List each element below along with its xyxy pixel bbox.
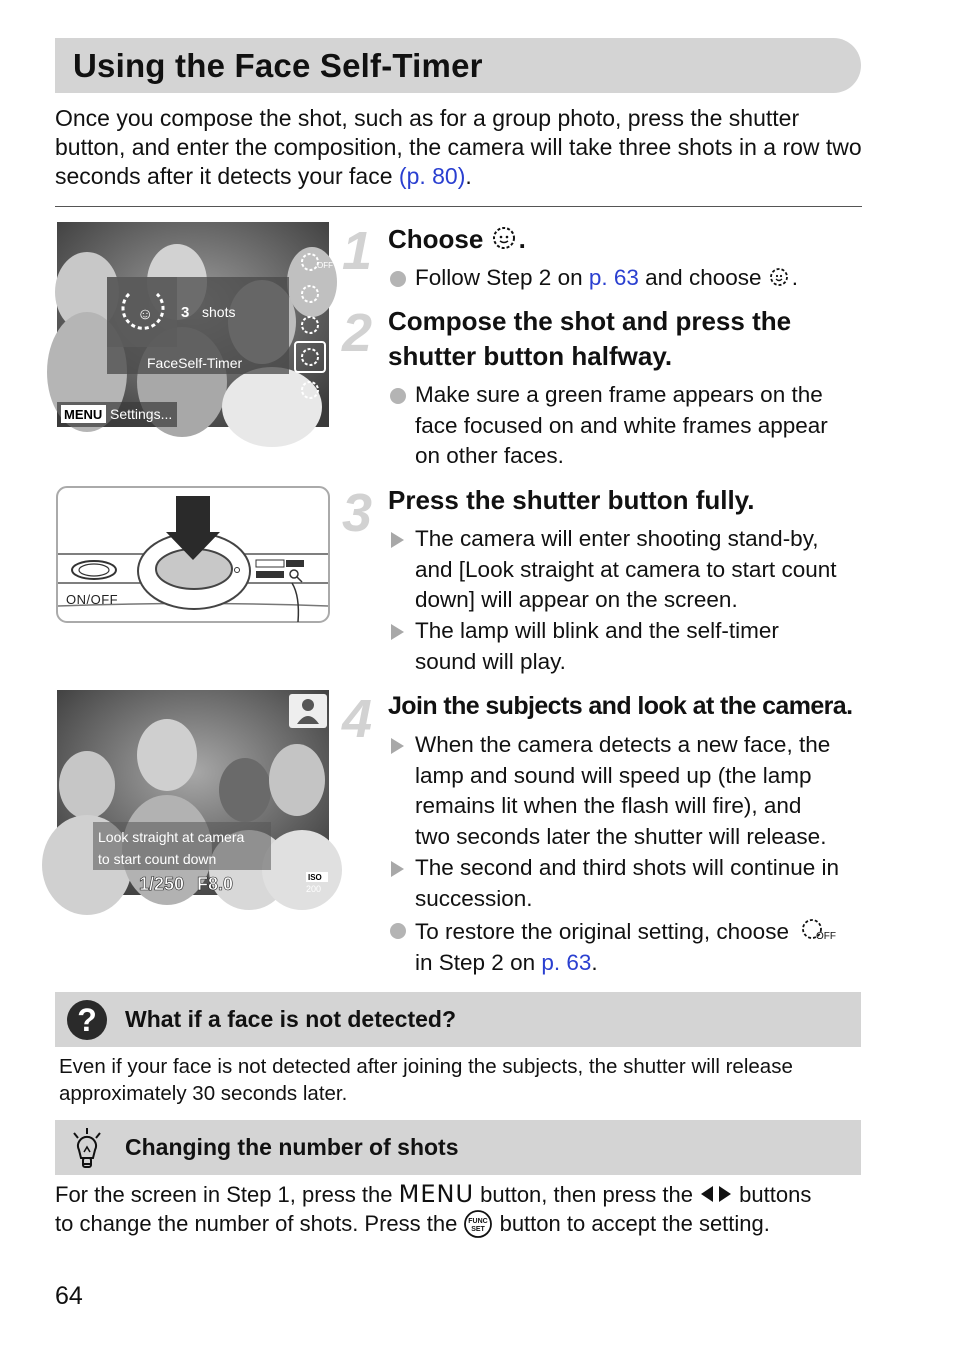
svg-text:☺: ☺ [137,306,154,323]
timer-off-icon [801,915,837,942]
faq-header [55,992,861,1047]
step-4-bullet-1: When the camera detects a new face, the lamp and sound will speed up (the lamp remains lit when the flash will fire), and two seconds later the shutter will release. [388,730,861,852]
onoff-label: ON/OFF [66,592,119,607]
shutter-speed: 1/250 [139,874,185,894]
intro-paragraph: Once you compose the shot, such as for a group photo, press the shutter button, and enter the composition, the camera will take three shots in a row two seconds after it detects your face (p. 80). [55,105,862,189]
step-4-number: 4 [342,689,373,749]
faq-text: Even if your face is not detected after joining the subjects, the shutter will release approximately 30 seconds later. [59,1055,793,1105]
step-3-bullet-1: The camera will enter shooting stand-by, and [Look straight at camera to start count down] will appear on the screen. [388,524,861,616]
svg-text:OFF: OFF [816,931,837,942]
bullet-arrow-icon [391,738,404,754]
step-1-number: 1 [342,221,373,281]
step-4-link[interactable]: p. 63 [541,949,592,975]
bullet-arrow-icon [391,624,404,640]
bullet-arrow-icon [391,861,404,877]
shutter-button-illustration [56,486,330,623]
bullet-circle-icon [390,388,406,404]
bullet-circle-icon [390,271,406,287]
countdown-message-line2: to start count down [98,851,217,867]
svg-text:FUNC: FUNC [468,1218,489,1225]
camera-screen-menu [57,222,333,427]
step-1-title: Choose . [388,224,526,254]
face-timer-icon [491,224,519,250]
menu-button-label: MENU [398,1180,475,1208]
step-2-number: 2 [342,303,373,363]
intro-link[interactable]: (p. 80) [398,163,466,189]
step-2-bullet: Make sure a green frame appears on the face focused on and white frames appear on other faces. [388,380,861,472]
page-number: 64 [55,1282,83,1310]
step-2-title: Compose the shot and press the shutter button halfway. [388,306,792,371]
func-set-button-icon [463,1209,493,1239]
menu-label: MENU [64,407,103,422]
tip-header [55,1120,861,1175]
face-timer-icon [768,265,792,287]
tip-text: For the screen in Step 1, press the MENU button, then press the buttons to change the number of shots. Press the FUNC SET button to accept the setting. [55,1180,865,1239]
svg-text:?: ? [77,1002,97,1038]
shots-count: 3 [181,304,190,321]
iso-label: ISO [308,873,322,882]
step-3-bullet-2: The lamp will blink and the self-timer sound will play. [388,616,861,677]
timer-off-label: OFF [317,261,333,270]
page-title: Using the Face Self-Timer [73,47,483,84]
bullet-circle-icon [390,923,406,939]
iso-value: 200 [306,884,322,894]
aperture-value: F8.0 [197,874,234,894]
bullet-arrow-icon [391,532,404,548]
step-3-title: Press the shutter button fully. [388,485,755,515]
settings-label: Settings... [110,406,173,422]
step-4-title: Join the subjects and look at the camera. [388,692,853,720]
svg-text:SET: SET [471,1226,486,1233]
step-3-number: 3 [342,483,373,543]
step-4-bullet-2: The second and third shots will continue in succession. [388,853,861,914]
faq-label: What if a face is not detected? [125,1006,456,1032]
countdown-message-line1: Look straight at camera [98,829,245,845]
tip-label: Changing the number of shots [125,1134,459,1160]
title-bar [55,38,861,93]
step-1-bullet: Follow Step 2 on p. 63 and choose . [388,263,861,294]
mode-label: FaceSelf-Timer [147,355,243,371]
lightbulb-icon [69,1126,105,1170]
divider [55,206,862,207]
left-right-arrows-icon [699,1184,733,1204]
camera-screen-countdown [57,690,329,895]
question-icon [66,999,108,1041]
shots-label: shots [202,304,236,320]
step-1-link[interactable]: p. 63 [588,265,639,290]
step-4-bullet-3: To restore the original setting, choose OFF in Step 2 on p. 63. [388,915,861,978]
intro-text: Once you compose the shot, such as for a group photo, press the shutter button, and enter the composition, the camera will take three shots in a row two seconds after it detects your face [55,105,862,189]
